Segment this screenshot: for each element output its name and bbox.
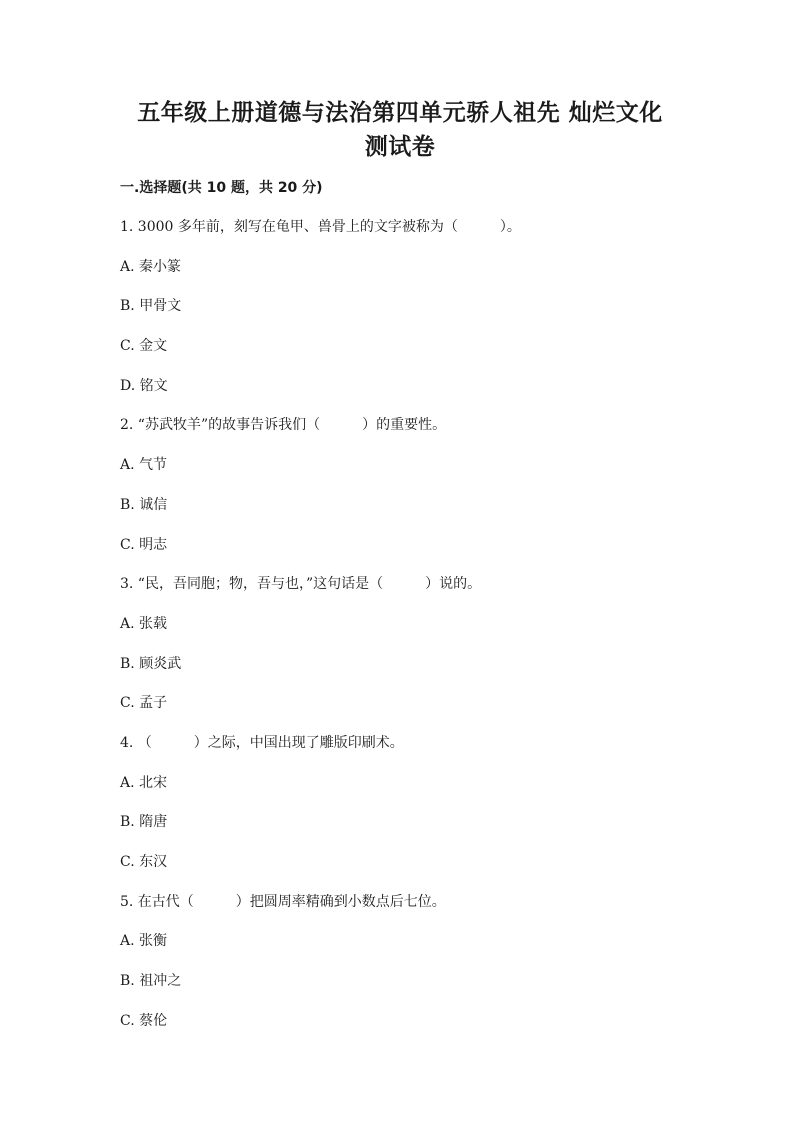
option-a: A. 张载	[120, 615, 168, 632]
question-stem: 2. “苏武牧羊”的故事告诉我们（ ）的重要性。	[120, 417, 447, 434]
exam-content	[120, 178, 740, 1050]
title-line-1: 五年级上册道德与法治第四单元骄人祖先 灿烂文化	[137, 100, 663, 126]
question-3	[120, 574, 740, 713]
option-b: B. 隋唐	[120, 814, 168, 831]
option-b: B. 甲骨文	[120, 298, 182, 315]
option-a: A. 气节	[120, 457, 168, 474]
option-b: B. 诚信	[120, 496, 168, 513]
option-c: C. 金文	[120, 338, 168, 355]
option-c: C. 东汉	[120, 854, 168, 870]
option-b: B. 祖冲之	[120, 973, 182, 990]
question-stem: 5. 在古代（ ）把圆周率精确到小数点后七位。	[120, 893, 446, 910]
question-stem: 4. （ ）之际，中国出现了雕版印刷术。	[120, 734, 404, 751]
option-c: C. 明志	[120, 536, 168, 553]
question-2	[120, 415, 740, 554]
question-5	[120, 892, 740, 1031]
section-heading: 一.选择题(共 10 题，共 20 分)	[120, 180, 323, 196]
option-c: C. 孟子	[120, 695, 168, 712]
document-title	[0, 96, 800, 164]
option-c: C. 蔡伦	[120, 1012, 168, 1029]
question-4	[120, 733, 740, 872]
option-d: D. 铭文	[120, 377, 168, 394]
option-b: B. 顾炎武	[120, 655, 182, 672]
question-stem: 3. “民，吾同胞；物，吾与也，”这句话是（ ）说的。	[120, 576, 482, 593]
option-a: A. 张衡	[120, 933, 168, 950]
question-1	[120, 217, 740, 396]
option-a: A. 秦小篆	[120, 258, 182, 275]
option-a: A. 北宋	[120, 774, 168, 791]
question-stem: 1. 3000 多年前，刻写在龟甲、兽骨上的文字被称为（ ）。	[120, 219, 521, 235]
title-line-2: 测试卷	[364, 134, 436, 160]
